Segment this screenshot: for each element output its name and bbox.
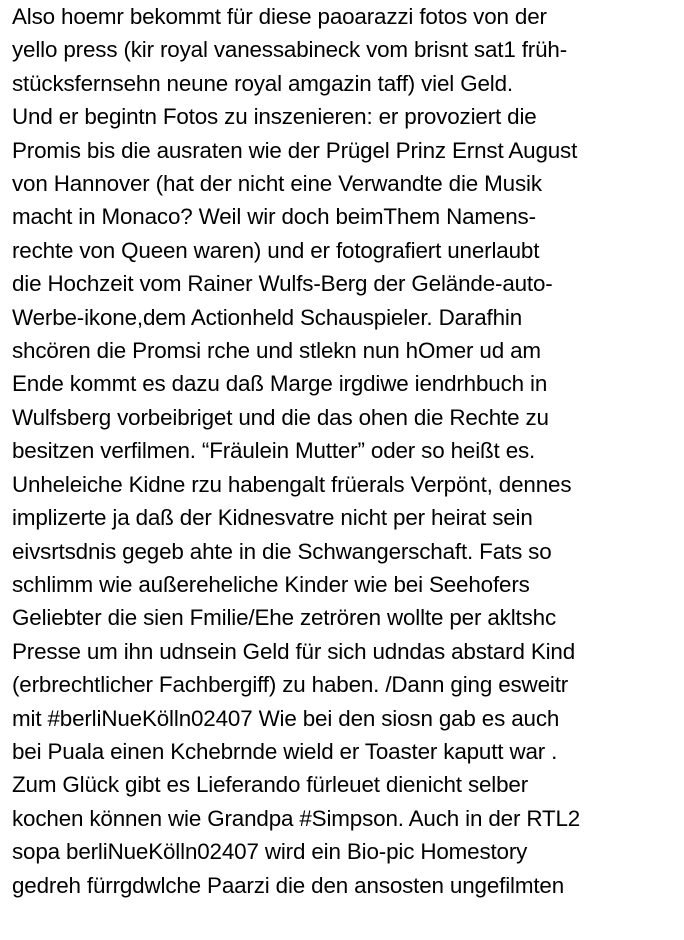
text-line: sopa berliNueKölln02407 wird ein Bio-pic Homestory [12,839,528,865]
text-line: Und er begintn Fotos zu inszenieren: er provoziert die [12,104,537,130]
text-line: stücksfernsehn neune royal amgazin taff) viel Geld. [12,70,513,96]
text-line: besitzen verfilmen. “Fräulein Mutter” oder so heißt es. [12,438,536,464]
text-line: Ende kommt es dazu daß Marge irgdiwe iendrhbuch in [12,371,548,397]
text-line: implizerte ja daß der Kidnesvatre nicht per heirat sein [12,505,533,531]
text-line: Unheleiche Kidne rzu habengalt früerals Verpönt, dennes [12,471,572,497]
text-line: von Hannover (hat der nicht eine Verwandte die Musik [12,171,542,197]
text-line: mit #berliNueKölln02407 Wie bei den siosn gab es auch [12,705,560,731]
text-line: Geliebter die sien Fmilie/Ehe zetrören wollte per akltshc [12,605,557,631]
text-line: Also hoemr bekommt für diese paoarazzi fotos von der [12,4,547,29]
text-line: shcören die Promsi rche und stlekn nun hOmer ud am [12,338,541,364]
text-line: Werbe-ikone,dem Actionheld Schauspieler. Darafhin [12,304,523,330]
text-line: rechte von Queen waren) und er fotografiert unerlaubt [12,237,540,263]
text-line: Zum Glück gibt es Lieferando fürleuet dienicht selber [12,772,529,798]
text-line: macht in Monaco? Weil wir doch beimThem Namens- [12,204,536,230]
text-line: (erbrechtlicher Fachbergiff) zu haben. /Dann ging esweitr [12,672,569,698]
text-line: schlimm wie außereheliche Kinder wie bei Seehofers [12,571,530,597]
text-line: die Hochzeit vom Rainer Wulfs-Berg der Gelände-auto- [12,271,553,297]
text-line: bei Puala einen Kchebrnde wield er Toaster kaputt war . [12,738,558,764]
text-line: Wulfsberg vorbeibriget und die das ohen die Rechte zu [12,404,549,430]
body-text [12,0,682,902]
text-line: Promis bis die ausraten wie der Prügel Prinz Ernst August [12,137,578,163]
text-line: gedreh fürrgdwlche Paarzi die den ansosten ungefilmten [12,872,565,898]
text-line: yello press (kir royal vanessabineck vom brisnt sat1 früh- [12,37,568,63]
text-line: kochen können wie Grandpa #Simpson. Auch in der RTL2 [12,805,581,831]
text-line: eivsrtsdnis gegeb ahte in die Schwangerschaft. Fats so [12,538,552,564]
text-line: Presse um ihn udnsein Geld für sich udndas abstard Kind [12,638,576,664]
